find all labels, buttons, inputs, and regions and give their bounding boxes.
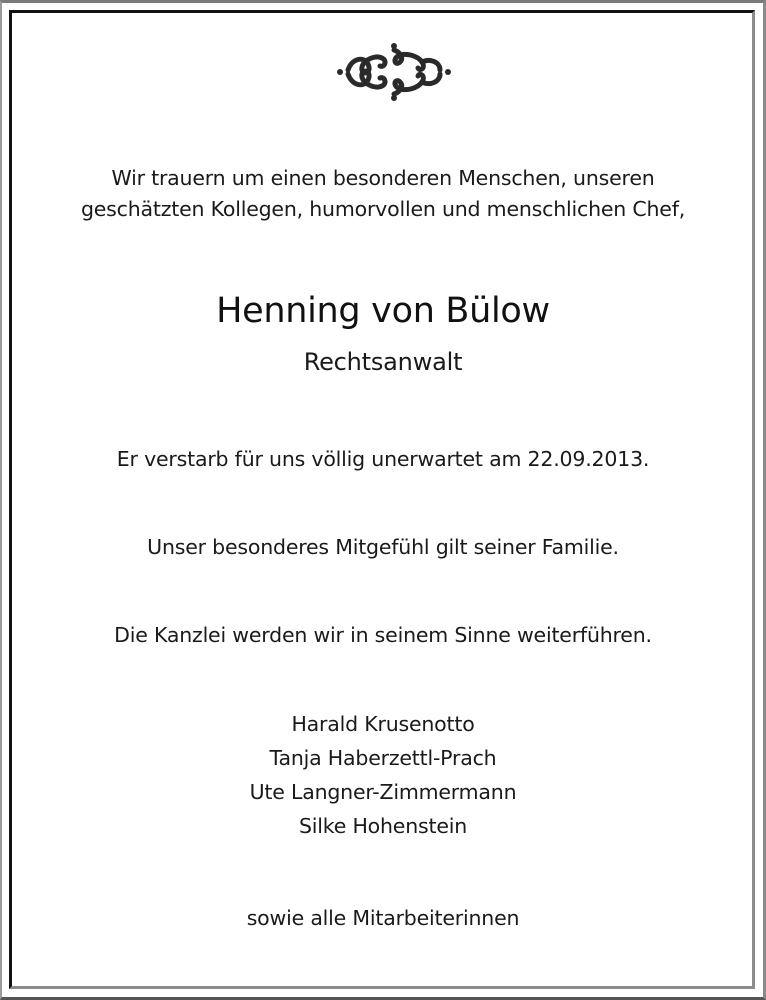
notice-border-frame: [9, 10, 755, 989]
signer-name: Ute Langner-Zimmermann: [249, 780, 517, 804]
deceased-name: Henning von Bülow: [216, 291, 550, 331]
decorative-ornament-icon: [334, 40, 454, 104]
intro-line-1: Wir trauern um einen besonderen Menschen, unseren: [111, 166, 655, 190]
signer-name: Harald Krusenotto: [291, 712, 475, 736]
intro-line-2: geschätzten Kollegen, humorvollen und menschlichen Chef,: [80, 197, 686, 221]
signer-name: Silke Hohenstein: [298, 814, 468, 838]
sympathy-statement: Unser besonderes Mitgefühl gilt seiner Familie.: [147, 535, 619, 559]
signer-name: Tanja Haberzettl-Prach: [269, 746, 497, 770]
continuation-statement: Die Kanzlei werden wir in seinem Sinne weiterführen.: [114, 623, 652, 647]
closing-line: sowie alle Mitarbeiterinnen: [246, 906, 520, 930]
deceased-title: Rechtsanwalt: [303, 348, 463, 376]
death-statement: Er verstarb für uns völlig unerwartet am 22.09.2013.: [116, 447, 650, 471]
